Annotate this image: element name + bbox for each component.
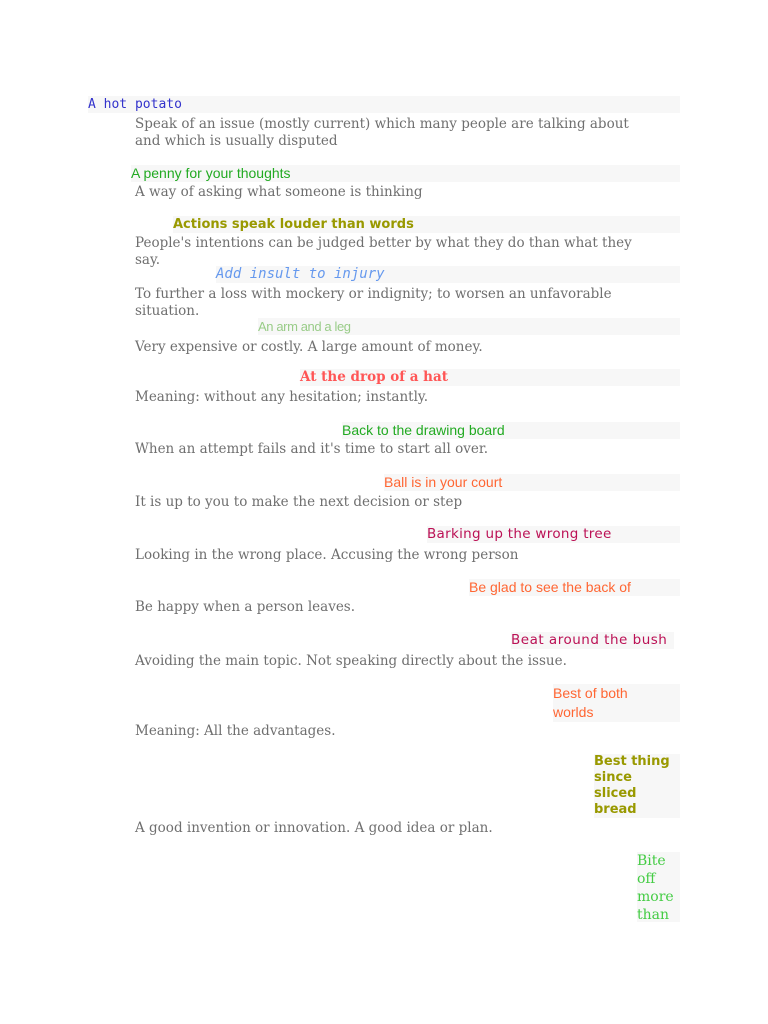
idiom-meaning: Looking in the wrong place. Accusing the wrong person bbox=[135, 547, 519, 563]
idiom-meaning: A way of asking what someone is thinking bbox=[135, 184, 423, 200]
idiom-meaning: It is up to you to make the next decision or step bbox=[135, 494, 463, 510]
idiom-meaning: A good invention or innovation. A good idea or plan. bbox=[135, 820, 493, 836]
idiom-phrase: Best thing since sliced bread bbox=[594, 754, 680, 818]
idiom-phrase: Barking up the wrong tree bbox=[427, 526, 680, 543]
idiom-phrase: Beat around the bush bbox=[511, 632, 674, 649]
idiom-meaning: Meaning: without any hesitation; instantly. bbox=[135, 389, 429, 405]
idiom-meaning: People's intentions can be judged better by what they do than what they say. bbox=[135, 235, 632, 268]
idiom-phrase: Be glad to see the back of bbox=[469, 579, 680, 596]
idiom-phrase: Back to the drawing board bbox=[342, 422, 680, 439]
idiom-phrase: At the drop of a hat bbox=[300, 369, 680, 386]
idiom-phrase: A penny for your thoughts bbox=[131, 165, 680, 182]
idiom-meaning: To further a loss with mockery or indignity; to worsen an unfavorable situation. bbox=[135, 286, 612, 319]
idiom-meaning: Meaning: All the advantages. bbox=[135, 723, 336, 739]
idiom-meaning: Very expensive or costly. A large amount of money. bbox=[135, 339, 483, 355]
idiom-phrase: Add insult to injury bbox=[216, 266, 680, 283]
idiom-phrase: A hot potato bbox=[88, 96, 680, 113]
idiom-phrase: An arm and a leg bbox=[258, 318, 680, 335]
idiom-meaning: Be happy when a person leaves. bbox=[135, 599, 356, 615]
idiom-meaning: Speak of an issue (mostly current) which many people are talking about and which is usually disputed bbox=[135, 116, 629, 149]
idiom-phrase: Best of both worlds bbox=[553, 684, 680, 722]
idiom-phrase: Ball is in your court bbox=[384, 474, 680, 491]
idiom-phrase: Actions speak louder than words bbox=[173, 216, 680, 233]
idiom-phrase: Bite off more than bbox=[637, 852, 680, 922]
idiom-meaning: Avoiding the main topic. Not speaking directly about the issue. bbox=[135, 653, 567, 669]
idiom-meaning: When an attempt fails and it's time to start all over. bbox=[135, 441, 489, 457]
